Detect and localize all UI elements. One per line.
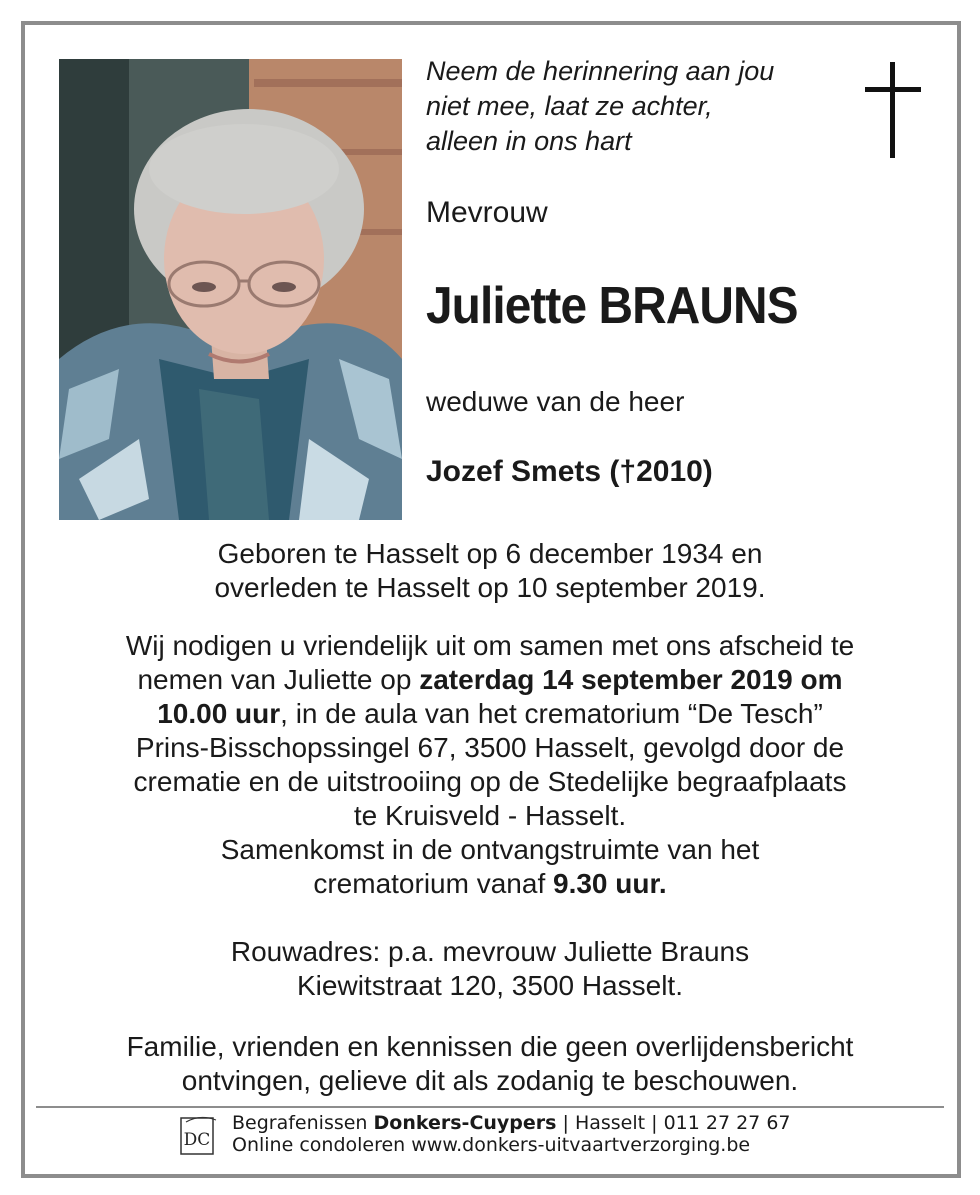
birth-death-text [44, 537, 936, 605]
ceremony-date: zaterdag 14 september 2019 om [419, 664, 843, 695]
footer-line: Online condoleren www.donkers-uitvaartverzorging.be [232, 1134, 751, 1156]
honorific: Mevrouw [426, 196, 548, 229]
husband-name: Jozef Smets (†2010) [426, 455, 713, 488]
text-span: nemen van Juliette op [137, 664, 420, 695]
funeral-home-name: Donkers-Cuypers [373, 1112, 557, 1134]
text-span: Begrafenissen [232, 1112, 374, 1134]
mourning-address [44, 935, 936, 1003]
funeral-home-logo [180, 1114, 218, 1161]
memorial-poem [426, 54, 846, 159]
text-line: te Kruisveld - Hasselt. [353, 800, 627, 831]
cross-icon [863, 62, 923, 165]
text-line [44, 867, 936, 901]
footer-line [232, 1112, 791, 1134]
funeral-home-footer [232, 1112, 791, 1156]
text-line: Kiewitstraat 120, 3500 Hasselt. [297, 970, 683, 1001]
text-line: Rouwadres: p.a. mevrouw Juliette Brauns [230, 936, 750, 967]
poem-line: niet mee, laat ze achter, [426, 91, 713, 121]
text-line: Prins-Bisschopssingel 67, 3500 Hasselt, gevolgd door de [135, 732, 845, 763]
text-line: ontvingen, gelieve dit als zodanig te beschouwen. [181, 1065, 799, 1096]
ceremony-time: 10.00 uur [157, 698, 281, 729]
deceased-name: Juliette BRAUNS [426, 277, 798, 335]
logo-text: DC [183, 1130, 211, 1150]
text-line: crematie en de uitstrooiing op de Stedelijke begraafplaats [133, 766, 847, 797]
text-line: Familie, vrienden en kennissen die geen overlijdensbericht [126, 1031, 854, 1062]
text-line: Samenkomst in de ontvangstruimte van het [220, 834, 760, 865]
family-note [44, 1030, 936, 1098]
text-span: , in de aula van het crematorium “De Tesch” [280, 698, 823, 729]
portrait-photo [59, 59, 402, 520]
text-line: overleden te Hasselt op 10 september 2019. [214, 572, 766, 603]
text-line [44, 663, 936, 697]
gathering-time: 9.30 uur. [553, 868, 667, 899]
poem-line: alleen in ons hart [426, 126, 632, 156]
invitation-text [44, 629, 936, 901]
text-span: | Hasselt | 011 27 27 67 [556, 1112, 791, 1134]
text-span: crematorium vanaf [313, 868, 553, 899]
widow-of-label: weduwe van de heer [426, 386, 685, 417]
footer-divider [36, 1106, 944, 1108]
text-line [44, 697, 936, 731]
poem-line: Neem de herinnering aan jou [426, 56, 775, 86]
text-line: Wij nodigen u vriendelijk uit om samen met ons afscheid te [125, 630, 855, 661]
text-line: Geboren te Hasselt op 6 december 1934 en [217, 538, 763, 569]
